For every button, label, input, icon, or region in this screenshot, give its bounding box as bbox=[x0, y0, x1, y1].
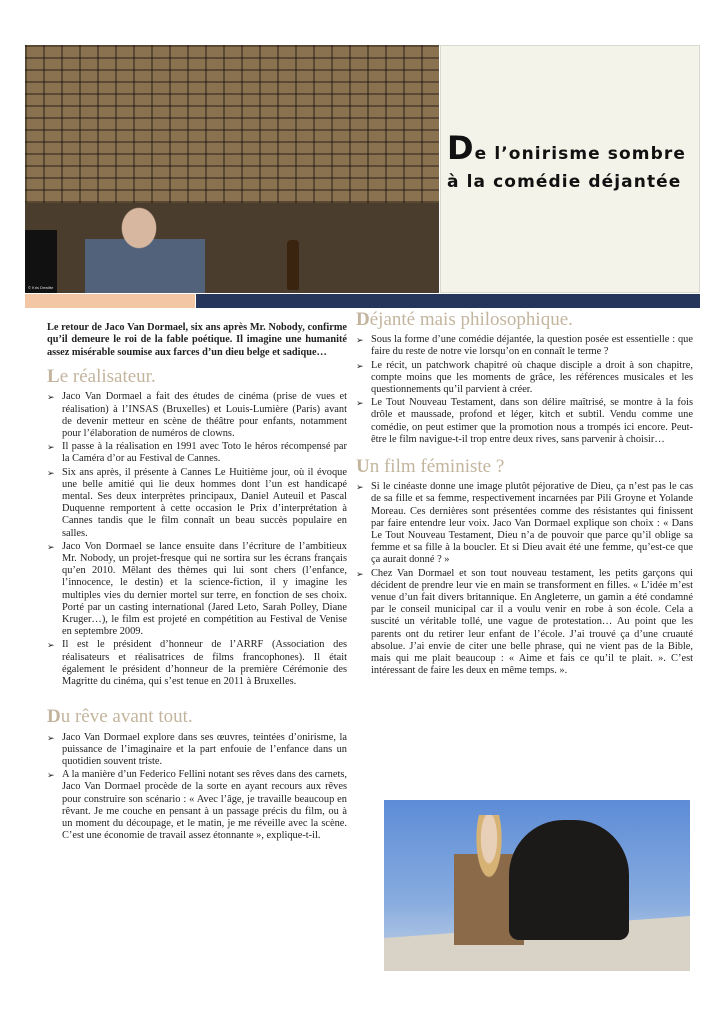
heading-text: e réalisateur. bbox=[59, 366, 156, 388]
list-item: ➢ Jaco Van Dormael a fait des études de cinéma (prise de vues et réalisation) à l’INSAS (Bruxelles) et Louis-Lumière (Paris) avant de devenir metteur en scène de théâtre pour enfants, notamment pour l’élaboration de numéros de clowns. bbox=[47, 391, 347, 440]
list-item: ➢ Le récit, un patchwork chapitré où chaque disciple a droit à son chapitre, compte moins que les moments de grâce, les références musicales et les questionnements qu’il parvient à créer. bbox=[356, 360, 693, 397]
right-column bbox=[356, 309, 693, 678]
heading-initial: L bbox=[47, 366, 60, 388]
bottle-shape bbox=[287, 240, 299, 290]
section-heading-dejante bbox=[356, 309, 693, 330]
heading-text: n film féministe ? bbox=[369, 456, 505, 478]
section-heading-feministe bbox=[356, 456, 693, 478]
list-item: ➢ A la manière d’un Federico Fellini notant ses rêves dans des carnets, Jaco Van Dormael procède de la sorte en ayant recours aux rêves pour construire son scénario : « Avec l’âge, je travaille beaucoup en rêvant. Je me couche en pensant à un passage précis du film, ou à un moment du découpage, et le matin, je me réveille avec la scène. C’est une économie de travail assez étonnante », explique-t-il. bbox=[47, 769, 347, 842]
film-still-photo bbox=[384, 800, 690, 971]
list-item: ➢ Il passe à la réalisation en 1991 avec Toto le héros récompensé par la Caméra d’or au Festival de Cannes. bbox=[47, 441, 347, 465]
list-item: ➢ Chez Van Dormael et son tout nouveau testament, les petits garçons qui décident de prendre leur vie en main se transforment en filles. « L’idée m’est venue d’un fait divers britannique. En Angleterre, un gamin a été condamné par le conseil municipal car il a voulu venir en robe à son école. Cela a suscité un véritable tollé, une vague de protestation… Au point que les parents ont du retirer leur enfant de l’école. J’ai trouvé ça d’une cruauté absolue. J’ai envie de citer une belle phrase, qui ne vient pas de la Bible, mais qui me plait beaucoup : « Aime et fais ce qu’il te plait. ». C’est intéressant de faire les deux en même temps. ». bbox=[356, 568, 693, 678]
list-item: ➢ Si le cinéaste donne une image plutôt péjorative de Dieu, ça n’est pas le cas de sa fille et sa femme, respectivement incarnées par Pili Groyne et Yolande Moreau. Ces dernières sont présentées comme des résistantes qui finissent par faire entendre leur voix. Jaco Van Dormael explique son choix : « Dans Le Tout Nouveau Testament, Dieu n’a de pouvoir que parce qu’il oblige sa femme et sa fille à la boucler. Et si Dieu avait été une femme, qu’est-ce que ça aurait donné ? » bbox=[356, 481, 693, 566]
hero-photo bbox=[25, 45, 439, 293]
heading-initial: D bbox=[356, 309, 370, 330]
title-line2: à la comédie déjantée bbox=[447, 172, 682, 192]
title-box bbox=[440, 45, 700, 293]
reve-list bbox=[47, 732, 347, 843]
heading-initial: D bbox=[47, 706, 61, 728]
lead-paragraph: Le retour de Jaco Van Dormael, six ans après Mr. Nobody, confirme qu’il demeure le roi de la fable poétique. Il imagine une humanité assez misérable soumise aux farces d’un dieu belge et sadique… bbox=[47, 322, 347, 358]
dejante-list bbox=[356, 334, 693, 446]
list-item: ➢ Jaco Von Dormael se lance ensuite dans l’écriture de l’ambitieux Mr. Nobody, un projet-fresque qui ne sortira sur les écrans français qu’en 2010. Mêlant des thèmes qui lui sont chers (l’enfance, l’innocence, le destin) et la science-fiction, il y imagine les multiples vies du dernier mortel sur terre, en fonction de ses choix. Porté par un casting international (Jared Leto, Sarah Polley, Diane Kruger…), le film est projeté en compétition au Festival de Venise en septembre 2009. bbox=[47, 541, 347, 639]
title-line1: e l’onirisme sombre bbox=[474, 144, 686, 164]
left-column bbox=[47, 322, 347, 843]
heading-initial: U bbox=[356, 456, 370, 478]
heading-text: éjanté mais philosophique. bbox=[369, 309, 573, 330]
list-item: ➢ Le Tout Nouveau Testament, dans son délire maîtrisé, se montre à la fois drôle et maussade, profond et léger, kitch et subtil. Vendu comme une comédie, on peut estimer que la promotion nous a trompés ici encore. Peut-être le film navigue-t-il trop entre deux rives, sans parvenir à choisir… bbox=[356, 397, 693, 446]
accent-bar-left bbox=[25, 294, 195, 308]
article-title bbox=[447, 129, 697, 196]
archive-shelves bbox=[25, 45, 439, 215]
gorilla-figure bbox=[509, 820, 629, 940]
section-heading-reve bbox=[47, 706, 347, 728]
photo-credit: © Kris Dewitte bbox=[28, 285, 54, 290]
list-item: ➢ Six ans après, il présente à Cannes Le Huitième jour, où il évoque une belle amitié qui lie deux hommes dont l’un est handicapé mental. Ses deux interprètes principaux, Daniel Auteuil et Pascal Duquenne remportent à cette occasion le Prix d’interprétation à Cannes tandis que le film connaît un beau succès populaire en salles. bbox=[47, 467, 347, 540]
accent-bar-right bbox=[196, 294, 700, 308]
list-item: ➢ Jaco Van Dormael explore dans ses œuvres, teintées d’onirisme, la puissance de l’imaginaire et la part enfouie de l’enfance dans un quotidien souvent triste. bbox=[47, 732, 347, 769]
man-at-desk bbox=[85, 195, 205, 293]
realisateur-list bbox=[47, 391, 347, 688]
section-heading-realisateur bbox=[47, 366, 347, 388]
list-item: ➢ Il est le président d’honneur de l’ARRF (Association des réalisateurs et réalisatrices de films francophones). Il était également le président d’honneur de la première Cérémonie des Magritte du cinéma, qui s’est tenue en 2011 à Bruxelles. bbox=[47, 639, 347, 688]
feministe-list bbox=[356, 481, 693, 677]
title-initial: D bbox=[447, 129, 475, 167]
list-item: ➢ Sous la forme d’une comédie déjantée, la question posée est essentielle : que faire du reste de notre vie lorsqu’on en connaît le terme ? bbox=[356, 334, 693, 358]
heading-text: u rêve avant tout. bbox=[60, 706, 193, 728]
monitor-shape bbox=[25, 230, 57, 293]
